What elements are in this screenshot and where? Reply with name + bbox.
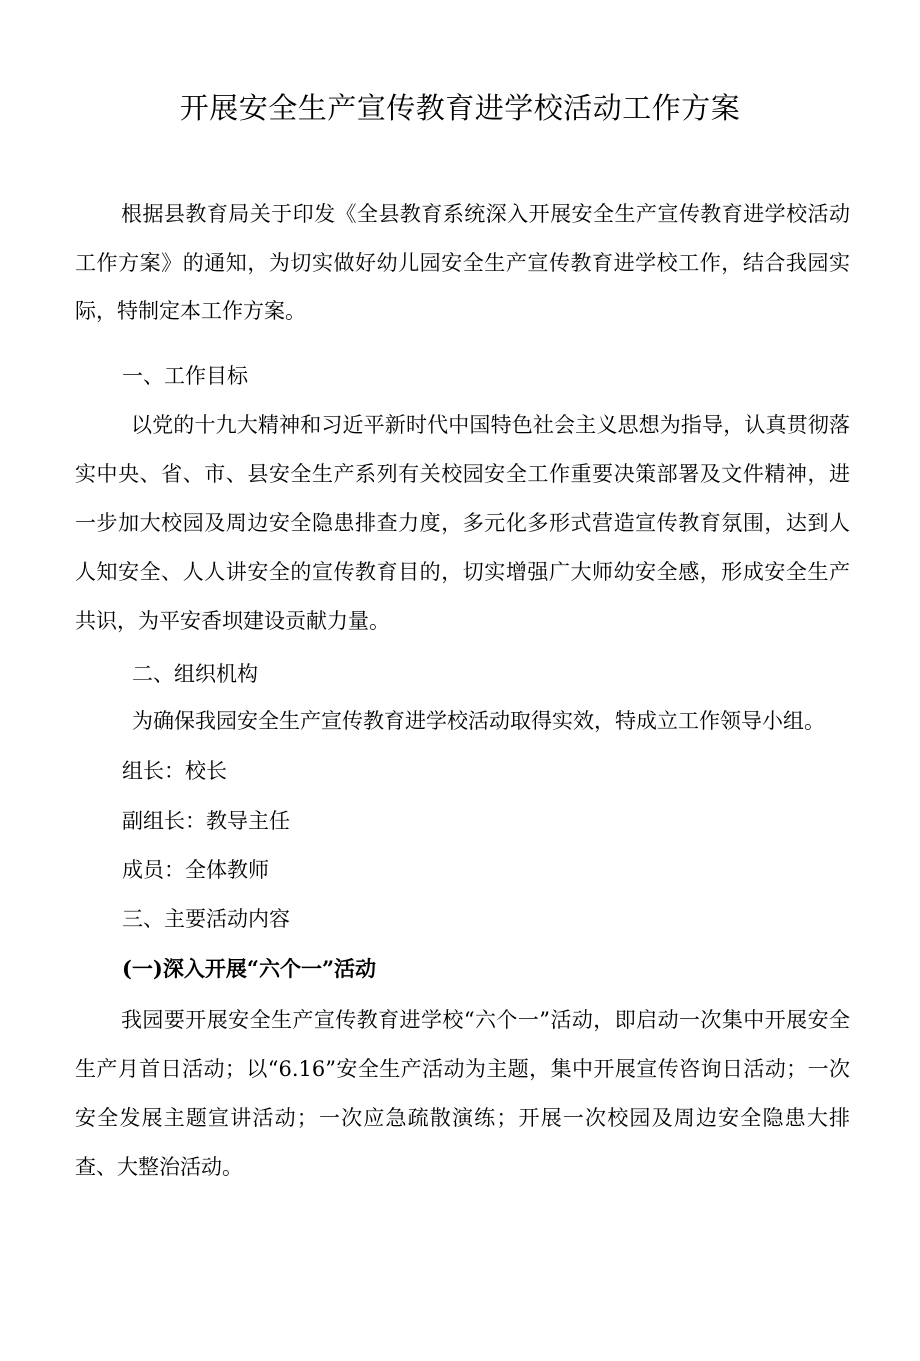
document-title: 开展安全生产宣传教育进学校活动工作方案 bbox=[179, 91, 741, 125]
section-heading-goals: 一、工作目标 bbox=[122, 364, 248, 388]
intro-paragraph: 根据县教育局关于印发《全县教育系统深入开展安全生产宣传教育进学校活动工作方案》的通知，为切实做好幼儿园安全生产宣传教育进学校工作，结合我园实际，特制定本工作方案。 bbox=[75, 202, 850, 323]
section-heading-organization: 二、组织机构 bbox=[132, 662, 258, 686]
goals-paragraph: 以党的十九大精神和习近平新时代中国特色社会主义思想为指导，认真贯彻落实中央、省、市、县安全生产系列有关校园安全工作重要决策部署及文件精神，进一步加大校园及周边安全隐患排查力度，多元化多形式营造宣传教育氛围，达到人人知安全、人人讲安全的宣传教育目的，切实增强广大师幼安全感，形成安全生产共识，为平安香坝建设贡献力量。 bbox=[75, 413, 850, 633]
section-heading-activities: 三、主要活动内容 bbox=[122, 907, 290, 931]
six-ones-paragraph: 我园要开展安全生产宣传教育进学校“六个一”活动，即启动一次集中开展安全生产月首日活动；以“6.16”安全生产活动为主题，集中开展宣传咨询日活动；一次安全发展主题宣讲活动；一次应急疏散演练；开展一次校园及周边安全隐患大排查、大整治活动。 bbox=[75, 1008, 850, 1179]
org-members-line: 成员：全体教师 bbox=[122, 858, 269, 882]
org-leader-line: 组长：校长 bbox=[122, 759, 227, 783]
organization-paragraph: 为确保我园安全生产宣传教育进学校活动取得实效，特成立工作领导小组。 bbox=[132, 709, 825, 733]
org-deputy-line: 副组长：教导主任 bbox=[122, 809, 290, 833]
subsection-heading-six-ones: (一)深入开展“六个一”活动 bbox=[122, 956, 377, 981]
